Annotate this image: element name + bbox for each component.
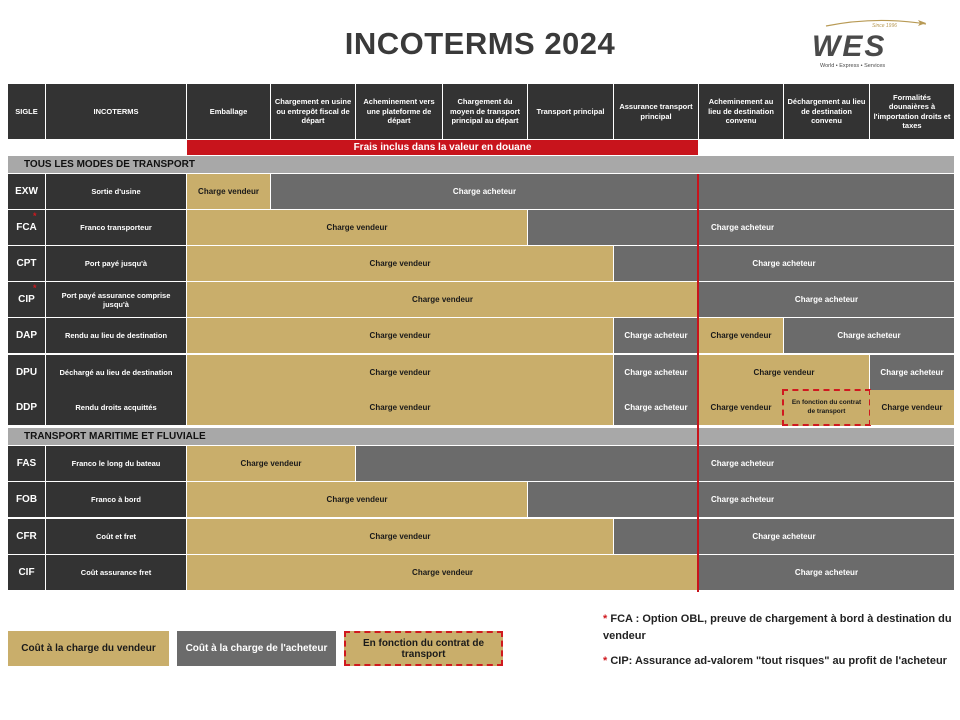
note-fca <box>603 611 960 644</box>
charge-acheteur-cell: Charge acheteur <box>699 446 954 481</box>
incoterm-name: Port payé jusqu'à <box>46 246 186 281</box>
charge-vendeur-cell: Charge vendeur <box>187 519 613 554</box>
legend-vendeur: Coût à la charge du vendeur <box>8 631 169 666</box>
charge-vendeur-cell: Charge vendeur <box>699 318 783 353</box>
charge-acheteur-cell: Charge acheteur <box>614 355 698 390</box>
incoterm-code: CPT <box>8 246 45 281</box>
section-maritime: TRANSPORT MARITIME ET FLUVIALE <box>8 428 954 445</box>
incoterm-name: Rendu droits acquittés <box>46 390 186 425</box>
column-header: Acheminement au lieu de destination convenu <box>699 84 783 139</box>
charge-acheteur-cell: Charge acheteur <box>699 482 954 517</box>
incoterm-name: Déchargé au lieu de destination <box>46 355 186 390</box>
column-header: Emballage <box>187 84 270 139</box>
legend-contrat: En fonction du contrat de transport <box>344 631 503 666</box>
charge-vendeur-cell: Charge vendeur <box>187 446 355 481</box>
incoterm-code: EXW <box>8 174 45 209</box>
incoterm-name: Coût et fret <box>46 519 186 554</box>
note-fca-text: FCA : Option OBL, preuve de chargement à bord à destination du vendeur <box>603 613 952 642</box>
column-header: Chargement du moyen de transport principal au départ <box>443 84 527 139</box>
column-header: Transport principal <box>528 84 613 139</box>
charge-vendeur-cell: Charge vendeur <box>187 355 613 390</box>
incoterm-code: CIP <box>8 282 45 317</box>
note-cip <box>603 653 960 670</box>
incoterm-code: DAP <box>8 318 45 353</box>
charge-acheteur-filler <box>528 210 698 245</box>
column-header: Déchargement au lieu de destination convenu <box>784 84 869 139</box>
charge-acheteur-cell: Charge acheteur <box>699 210 954 245</box>
incoterm-code: DDP <box>8 390 45 425</box>
incoterm-name: Port payé assurance comprise jusqu'à <box>46 282 186 317</box>
charge-vendeur-cell: Charge vendeur <box>870 390 954 425</box>
charge-vendeur-cell: Charge vendeur <box>187 282 698 317</box>
column-header: INCOTERMS <box>46 84 186 139</box>
charge-vendeur-cell: Charge vendeur <box>699 390 783 425</box>
section-all-modes: TOUS LES MODES DE TRANSPORT <box>8 156 954 173</box>
charge-acheteur-cell: Charge acheteur <box>699 555 954 590</box>
charge-acheteur-cell: Charge acheteur <box>870 355 954 390</box>
charge-vendeur-cell: Charge vendeur <box>187 246 613 281</box>
charge-acheteur-cell: Charge acheteur <box>699 282 954 317</box>
incoterm-name: Sortie d'usine <box>46 174 186 209</box>
charge-acheteur-cell: Charge acheteur <box>271 174 698 209</box>
charge-acheteur-cell: Charge acheteur <box>614 519 954 554</box>
charge-acheteur-cell: Charge acheteur <box>614 318 698 353</box>
customs-value-divider <box>697 174 699 592</box>
charge-vendeur-cell: Charge vendeur <box>187 318 613 353</box>
column-header: Chargement en usine ou entrepôt fiscal de départ <box>271 84 355 139</box>
charge-acheteur-filler <box>356 446 698 481</box>
charge-vendeur-cell: Charge vendeur <box>187 482 527 517</box>
asterisk-mark: * <box>33 283 37 293</box>
incoterm-name: Franco le long du bateau <box>46 446 186 481</box>
incoterm-name: Franco transporteur <box>46 210 186 245</box>
charge-acheteur-cell: Charge acheteur <box>784 318 954 353</box>
charge-vendeur-cell: Charge vendeur <box>187 210 527 245</box>
charge-acheteur-filler <box>528 482 698 517</box>
incoterm-code: FAS <box>8 446 45 481</box>
incoterm-code: CFR <box>8 519 45 554</box>
charge-vendeur-cell: Charge vendeur <box>187 174 270 209</box>
column-header: SIGLE <box>8 84 45 139</box>
legend-acheteur: Coût à la charge de l'acheteur <box>177 631 336 666</box>
incoterm-code: DPU <box>8 355 45 390</box>
incoterm-code: FCA <box>8 210 45 245</box>
logo-brand: WES <box>812 30 887 63</box>
asterisk-mark: * <box>33 211 37 221</box>
incoterm-name: Rendu au lieu de destination <box>46 318 186 353</box>
frais-douane-banner: Frais inclus dans la valeur en douane <box>187 140 698 155</box>
column-header: Assurance transport principal <box>614 84 698 139</box>
charge-acheteur-cell: Charge acheteur <box>614 390 698 425</box>
charge-acheteur-filler <box>699 174 954 209</box>
logo-tagline: World • Express • Services <box>820 63 886 69</box>
charge-vendeur-cell: Charge vendeur <box>187 555 698 590</box>
page-title: INCOTERMS 2024 <box>344 26 616 61</box>
logo-since: Since 1996 <box>872 23 898 29</box>
charge-vendeur-cell: Charge vendeur <box>699 355 869 390</box>
note-cip-mark: * <box>603 655 608 667</box>
charge-acheteur-cell: Charge acheteur <box>614 246 954 281</box>
column-header: Formalités dounaières à l'importation droits et taxes <box>870 84 954 139</box>
note-cip-text: CIP: Assurance ad-valorem "tout risques" au profit de l'acheteur <box>610 655 947 667</box>
charge-vendeur-cell: Charge vendeur <box>187 390 613 425</box>
incoterm-name: Franco à bord <box>46 482 186 517</box>
incoterm-name: Coût assurance fret <box>46 555 186 590</box>
incoterm-code: CIF <box>8 555 45 590</box>
note-fca-mark: * <box>603 613 608 625</box>
contrat-transport-cell: En fonction du contrat de transport <box>782 389 871 426</box>
incoterm-code: FOB <box>8 482 45 517</box>
column-header: Acheminement vers une plateforme de départ <box>356 84 442 139</box>
